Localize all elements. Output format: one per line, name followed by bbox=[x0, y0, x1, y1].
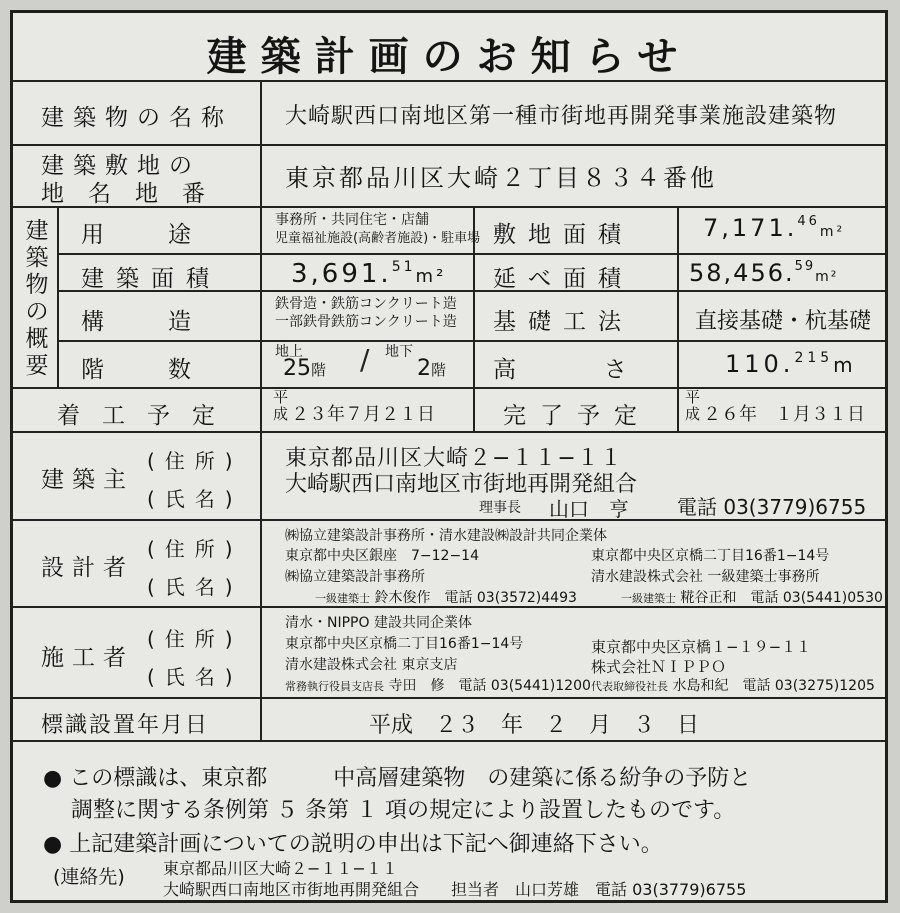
note-line3-text: 上記建築計画についての説明の申出は下記へ御連絡下さい。 bbox=[69, 832, 663, 857]
page-title: 建築計画のお知らせ bbox=[206, 34, 692, 80]
completion-era-line1: 平 bbox=[685, 388, 701, 406]
foundation-label: 基礎工法 bbox=[493, 309, 633, 335]
owner-name: 大崎駅西口南地区市街地再開発組合 bbox=[285, 472, 638, 497]
designer-a-person-title: 一級建築士 bbox=[315, 592, 370, 605]
floors-above bbox=[283, 356, 326, 381]
contractor-jv: 清水・NIPPO 建設共同企業体 bbox=[285, 615, 472, 631]
divider bbox=[13, 740, 885, 742]
building-area-unit: m² bbox=[415, 266, 447, 287]
height-int: 110. bbox=[725, 350, 795, 378]
designer-b-person-title: 一級建築士 bbox=[621, 592, 676, 605]
designer-a-person bbox=[315, 587, 577, 607]
floors-above-unit: 階 bbox=[311, 361, 327, 379]
contractor-a-person-title: 常務執行役員支店長 bbox=[285, 680, 384, 693]
start-label: 着工予定 bbox=[57, 403, 237, 429]
total-floor-area-unit: m² bbox=[815, 269, 839, 285]
designer-b-phone: 電話 03(5441)0530 bbox=[750, 590, 883, 606]
divider bbox=[13, 144, 885, 146]
contractor-a-name: 清水建設株式会社 東京支店 bbox=[285, 657, 458, 673]
floors-slash: / bbox=[360, 343, 370, 376]
building-area-label: 建築面積 bbox=[81, 266, 221, 292]
floors-below-unit: 階 bbox=[431, 361, 447, 379]
designer-jv: ㈱協立建築設計事務所・清水建設㈱設計共同企業体 bbox=[285, 528, 607, 544]
floors-above-label: 地上 bbox=[275, 344, 303, 360]
owner-rep-title: 理事長 bbox=[479, 500, 521, 516]
contractor-b-person bbox=[591, 675, 875, 695]
floors-below-value: 2 bbox=[417, 356, 431, 381]
building-area-int: 3,691. bbox=[291, 259, 392, 289]
use-line2: 児童福祉施設(高齢者施設)・駐車場 bbox=[275, 231, 481, 246]
building-name-label: 建築物の名称 bbox=[41, 105, 233, 131]
designer-a-phone: 電話 03(3572)4493 bbox=[444, 590, 577, 606]
building-name-value: 大崎駅西口南地区第一種市街地再開発事業施設建築物 bbox=[285, 104, 838, 129]
designer-b-address: 東京都中央区京橋二丁目16番1−14号 bbox=[591, 548, 830, 564]
height-value bbox=[725, 350, 857, 378]
site-area-value bbox=[703, 214, 845, 242]
designer-addr-tag: (住所) bbox=[147, 537, 243, 561]
contractor-a-address: 東京都中央区京橋二丁目16番1−14号 bbox=[285, 636, 524, 652]
structure-label: 構造 bbox=[81, 309, 255, 335]
contractor-b-phone: 電話 03(3275)1205 bbox=[742, 678, 875, 694]
total-floor-area-dec: 59 bbox=[794, 259, 816, 274]
start-era bbox=[273, 389, 288, 423]
owner-phone: 電話 03(3779)6755 bbox=[677, 495, 867, 519]
height-unit: m bbox=[833, 353, 857, 377]
site-area-label: 敷地面積 bbox=[493, 222, 633, 248]
contractor-name-tag: (氏名) bbox=[147, 665, 243, 689]
height-dec: 215 bbox=[794, 350, 834, 366]
divider bbox=[13, 387, 885, 389]
contractor-b-person-title: 代表取締役社長 bbox=[591, 680, 668, 693]
note-line1-text: この標識は、東京都 中高層建築物 の建築に係る紛争の予防と bbox=[69, 766, 752, 791]
notice-board bbox=[10, 10, 888, 903]
floors-above-value: 25 bbox=[283, 356, 311, 381]
foundation-value: 直接基礎・杭基礎 bbox=[695, 309, 872, 334]
owner-address: 東京都品川区大崎２−１１−１１ bbox=[285, 446, 623, 471]
designer-a-person-name: 鈴木俊作 bbox=[374, 590, 431, 606]
site-area-unit: m² bbox=[819, 224, 846, 240]
height-label: 高さ bbox=[493, 357, 715, 383]
contractor-b-name: 株式会社ＮＩＰＰＯ bbox=[591, 658, 727, 676]
designer-label: 設計者 bbox=[41, 555, 134, 581]
designer-a-name: ㈱協立建築設計事務所 bbox=[285, 569, 425, 585]
floors-below-label: 地下 bbox=[385, 344, 413, 360]
contact-line1: 東京都品川区大崎２−１１−１１ bbox=[163, 859, 398, 878]
contractor-label: 施工者 bbox=[41, 645, 134, 671]
site-label-line2: 地名地番 bbox=[41, 181, 229, 207]
use-label: 用途 bbox=[81, 222, 255, 248]
structure-line2: 一部鉄骨鉄筋コンクリート造 bbox=[275, 314, 457, 330]
designer-b-name: 清水建設株式会社 一級建築士事務所 bbox=[591, 569, 820, 585]
owner-rep-name: 山口 亨 bbox=[549, 497, 629, 521]
designer-b-person bbox=[621, 587, 883, 607]
note-bullet: ● bbox=[43, 832, 63, 857]
contractor-a-phone: 電話 03(5441)1200 bbox=[458, 678, 591, 694]
structure-line1: 鉄骨造・鉄筋コンクリート造 bbox=[275, 296, 457, 312]
contractor-addr-tag: (住所) bbox=[147, 627, 243, 651]
divider bbox=[260, 80, 262, 740]
total-floor-area-int: 58,456. bbox=[689, 259, 795, 287]
divider bbox=[57, 340, 885, 342]
sign-date-label: 標識設置年月日 bbox=[41, 713, 210, 738]
note-line2: 調整に関する条例第 ５ 条第 １ 項の規定により設置したものです。 bbox=[71, 798, 736, 823]
completion-label: 完了予定 bbox=[503, 403, 651, 429]
sign-date-value: 平成 ２３ 年 ２ 月 ３ 日 bbox=[369, 713, 700, 738]
divider bbox=[13, 80, 885, 82]
site-area-int: 7,171. bbox=[703, 214, 798, 242]
start-value: ２３年７月２１日 bbox=[291, 404, 435, 425]
owner-addr-tag: (住所) bbox=[147, 449, 243, 473]
completion-era bbox=[685, 389, 700, 423]
building-area-dec: 51 bbox=[391, 259, 416, 275]
total-floor-area-value bbox=[689, 259, 838, 287]
start-era-line1: 平 bbox=[273, 388, 289, 406]
divider bbox=[677, 206, 679, 431]
site-area-dec: 46 bbox=[797, 214, 820, 229]
divider bbox=[57, 253, 885, 255]
completion-value: ２６年 １月３１日 bbox=[703, 404, 865, 425]
contractor-a-person bbox=[285, 675, 591, 695]
divider bbox=[57, 206, 59, 387]
contractor-a-person-name: 寺田 修 bbox=[388, 678, 445, 694]
completion-era-line2: 成 bbox=[685, 405, 701, 423]
overview-section-label: 建築物の概要 bbox=[25, 218, 49, 379]
divider bbox=[13, 697, 885, 699]
divider bbox=[13, 431, 885, 433]
designer-name-tag: (氏名) bbox=[147, 575, 243, 599]
contractor-b-address: 東京都中央区京橋１−１９−１１ bbox=[591, 638, 812, 656]
note-line3 bbox=[43, 827, 663, 858]
contact-label: (連絡先) bbox=[53, 866, 125, 888]
floors-label: 階数 bbox=[81, 357, 255, 383]
total-floor-area-label: 延べ面積 bbox=[493, 266, 633, 292]
use-line1: 事務所・共同住宅・店舗 bbox=[275, 212, 429, 228]
owner-label: 建築主 bbox=[41, 467, 134, 493]
start-era-line2: 成 bbox=[273, 405, 289, 423]
site-label-line1: 建築敷地の bbox=[41, 153, 201, 179]
floors-below bbox=[417, 356, 446, 381]
owner-name-tag: (氏名) bbox=[147, 487, 243, 511]
site-value: 東京都品川区大崎２丁目８３４番他 bbox=[285, 164, 717, 192]
designer-b-person-name: 糀谷正和 bbox=[680, 590, 737, 606]
note-bullet: ● bbox=[43, 766, 63, 791]
note-line1 bbox=[43, 761, 751, 792]
designer-a-address: 東京都中央区銀座 7−12−14 bbox=[285, 548, 479, 564]
building-area-value bbox=[291, 259, 446, 289]
contact-line2: 大崎駅西口南地区市街地再開発組合 担当者 山口芳雄 電話 03(3779)6755 bbox=[163, 880, 747, 899]
contractor-b-person-name: 水島和紀 bbox=[672, 678, 729, 694]
